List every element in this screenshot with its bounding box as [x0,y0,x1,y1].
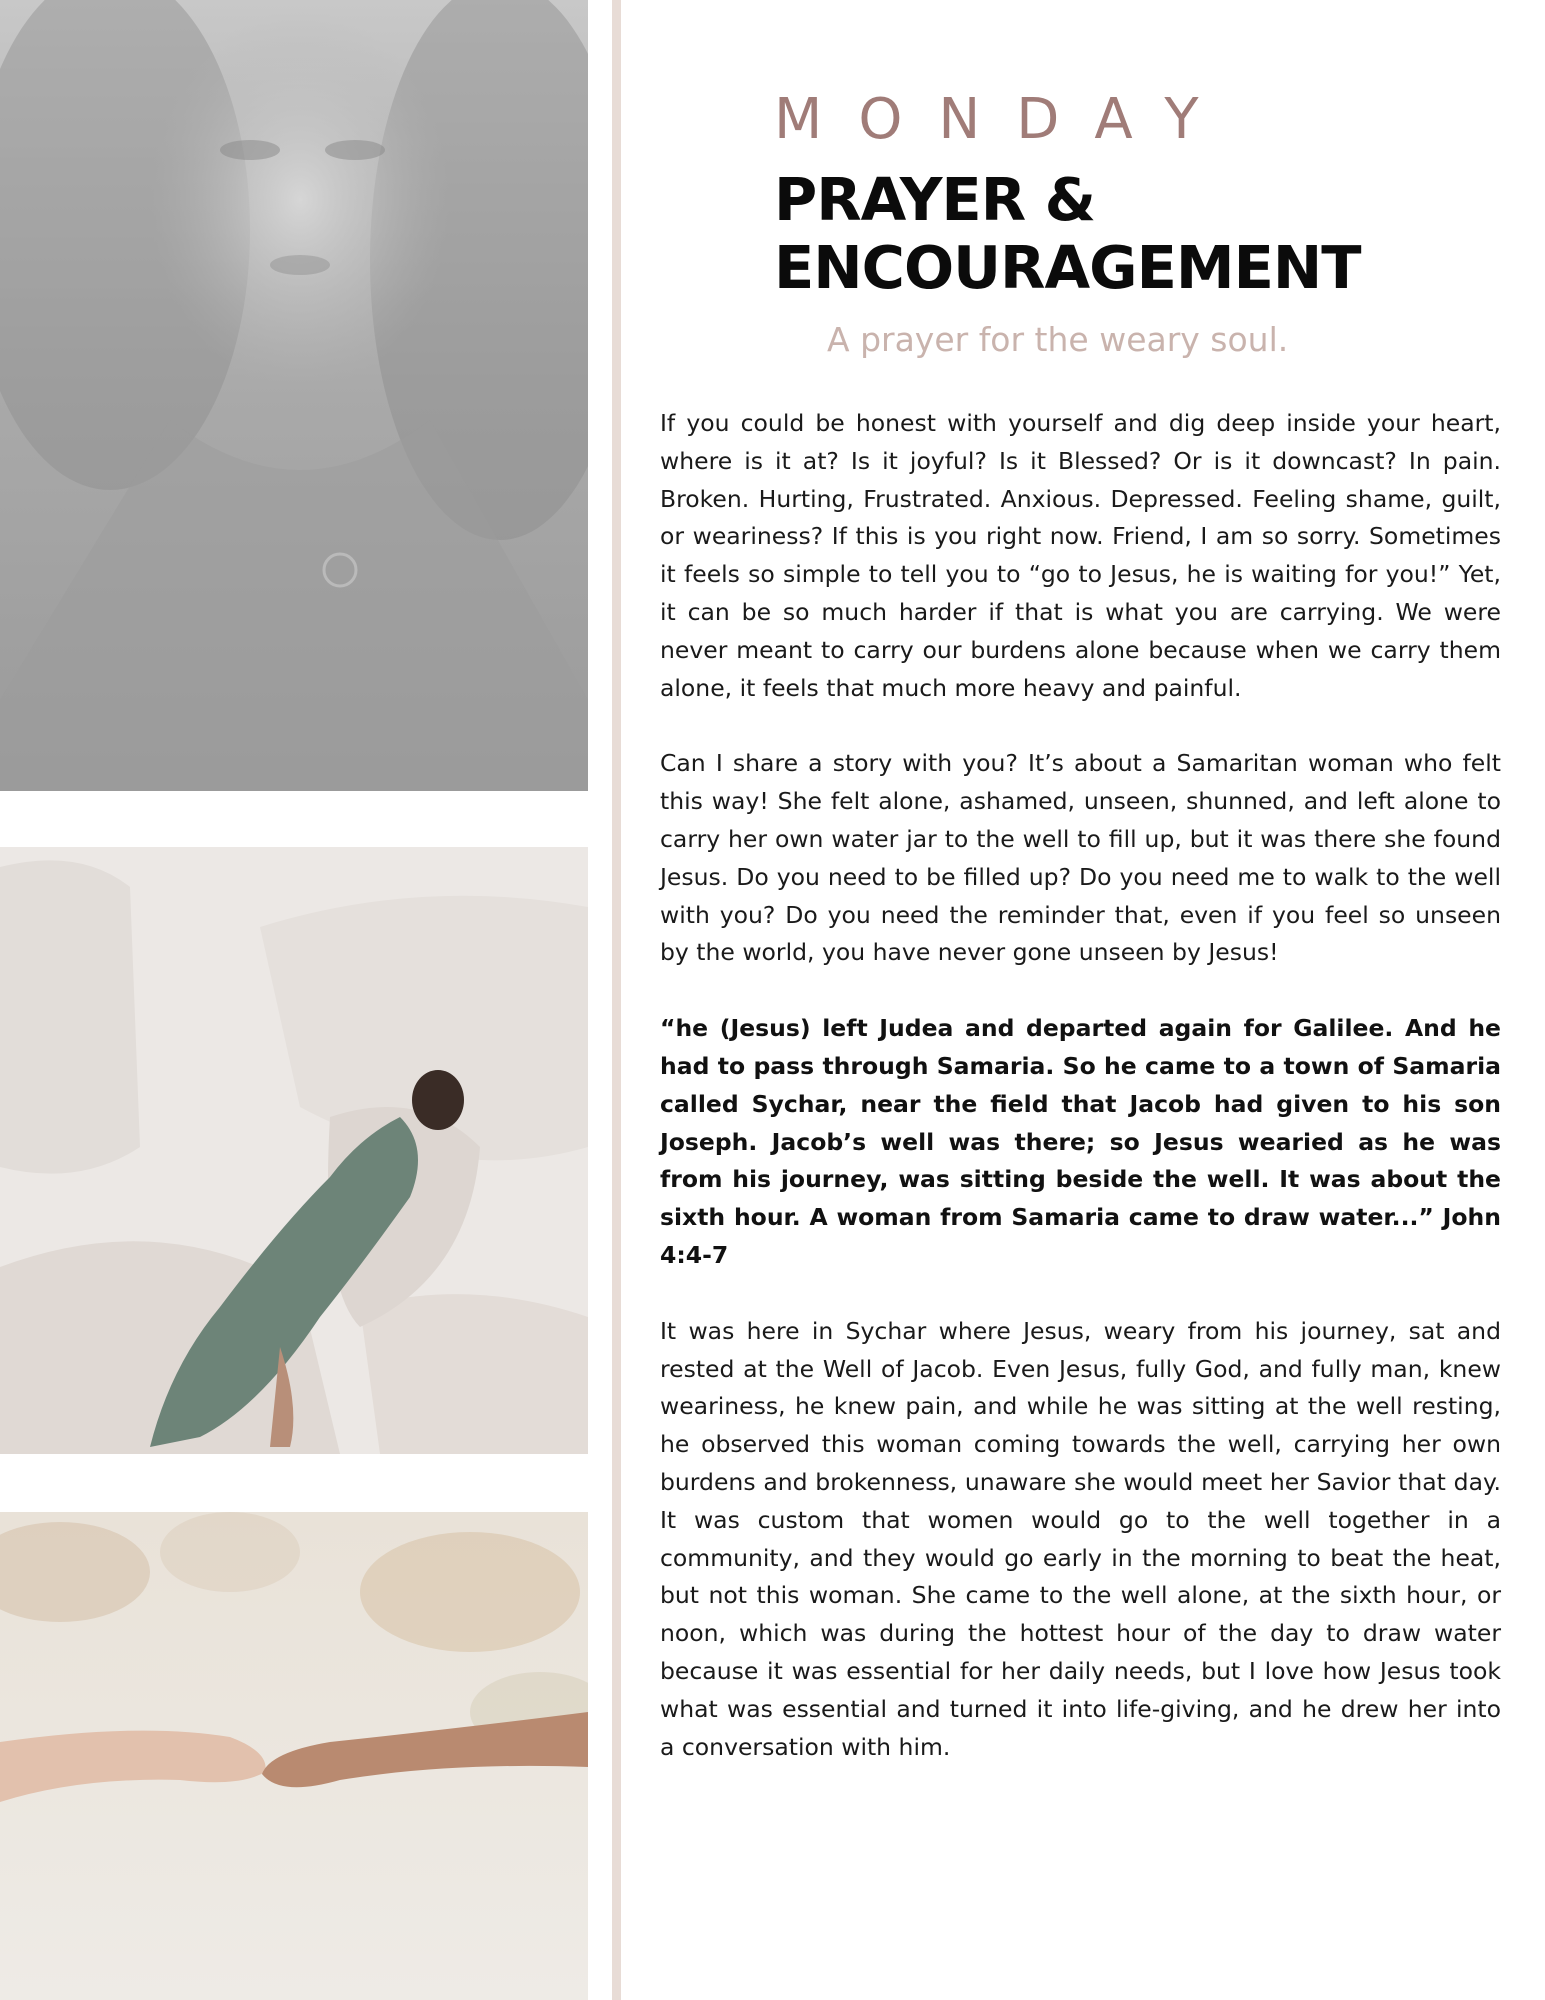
title-line-2: ENCOURAGEMENT [774,233,1361,302]
page-subtitle: A prayer for the weary soul. [827,320,1289,359]
scripture-quote: “he (Jesus) left Judea and departed again for Galilee. And he had to pass through Samaria. So he came to a town of Samaria called Sychar, near the field that Jacob had given to his son Joseph. Jacob’s well was there; so Jesus wearied as he was from his journey, was sitting beside the well. It was about the sixth hour. A woman from Samaria came to draw water...” John 4:4-7 [660,1014,1501,1269]
title-line-1: PRAYER & [774,165,1096,234]
paragraph-1: If you could be honest with yourself and dig deep inside your heart, where is it at? Is it joyful? Is it Blessed? Or is it downcast? In pain. Broken. Hurting, Frustrated. Anxious. Depressed. Feeling shame, guilt, or weariness? If this is you right now. Friend, I am so sorry. Sometimes it feels so simple to tell you to “go to Jesus, he is waiting for you!” Yet, it can be so much harder if that is what you are carrying. We were never meant to carry our burdens alone because when we carry them alone, it feels that much more heavy and painful. [660,409,1501,702]
article-body [660,405,1501,1766]
day-label: MONDAY [774,87,1235,152]
photo-woman-portrait [0,0,588,791]
page-title [774,166,1454,302]
photo-holding-hands [0,1512,588,2000]
vertical-divider [612,0,621,2000]
paragraph-2: Can I share a story with you? It’s about a Samaritan woman who felt this way! She felt alone, ashamed, unseen, shunned, and left alone to carry her own water jar to the well to fill up, but it was there she found Jesus. Do you need to be filled up? Do you need me to walk to the well with you? Do you need the reminder that, even if you feel so unseen by the world, you have never gone unseen by Jesus! [660,749,1501,967]
photo-woman-on-rocks [0,847,588,1454]
paragraph-3: It was here in Sychar where Jesus, weary from his journey, sat and rested at the Well of Jacob. Even Jesus, fully God, and fully man, knew weariness, he knew pain, and while he was sitting at the well resting, he observed this woman coming towards the well, carrying her own burdens and brokenness, unaware she would meet her Savior that day. It was custom that women would go to the well together in a community, and they would go early in the morning to beat the heat, but not this woman. She came to the well alone, at the sixth hour, or noon, which was during the hottest hour of the day to draw water because it was essential for her daily needs, but I love how Jesus took what was essential and turned it into life-giving, and he drew her into a conversation with him. [660,1316,1501,1761]
